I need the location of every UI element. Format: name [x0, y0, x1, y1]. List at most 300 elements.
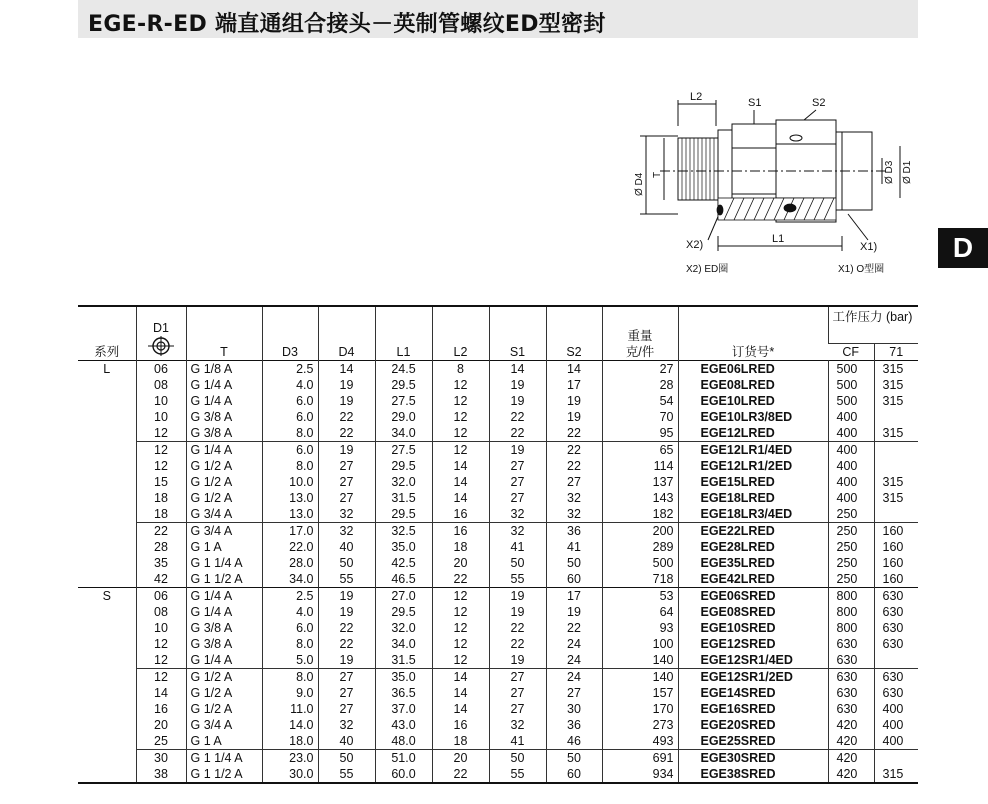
cell-series — [78, 701, 136, 717]
table-cell: 273 — [602, 717, 678, 733]
table-cell: 12 — [432, 604, 489, 620]
table-cell: G 3/8 A — [186, 620, 262, 636]
header-s1: S1 — [489, 306, 546, 361]
table-cell: 14 — [136, 685, 186, 701]
table-cell: G 1 1/4 A — [186, 750, 262, 767]
table-cell: 60 — [546, 571, 602, 588]
table-cell: 06 — [136, 361, 186, 378]
table-cell: 70 — [602, 409, 678, 425]
table-cell: 140 — [602, 652, 678, 669]
table-cell: 160 — [874, 555, 918, 571]
table-cell: 19 — [546, 393, 602, 409]
table-cell: 22 — [489, 425, 546, 442]
label-x2: X2) — [686, 239, 704, 251]
table-cell: 29.0 — [375, 409, 432, 425]
table-cell: 08 — [136, 377, 186, 393]
table-cell: 630 — [828, 685, 874, 701]
table-cell: 15 — [136, 474, 186, 490]
table-cell: 32 — [489, 717, 546, 733]
table-cell: 14 — [432, 458, 489, 474]
table-cell: 630 — [828, 701, 874, 717]
table-cell: 8.0 — [262, 458, 318, 474]
table-cell: 14 — [489, 361, 546, 378]
cell-order-number: EGE18LR3/4ED — [678, 506, 828, 523]
table-cell: 27.5 — [375, 442, 432, 459]
table-cell: 6.0 — [262, 409, 318, 425]
header-cf: CF — [828, 344, 874, 361]
table-cell: 800 — [828, 620, 874, 636]
table-cell: 28 — [602, 377, 678, 393]
table-cell: 22.0 — [262, 539, 318, 555]
table-cell: 32.0 — [375, 474, 432, 490]
table-cell: 95 — [602, 425, 678, 442]
table-cell: 32 — [489, 506, 546, 523]
table-cell: 6.0 — [262, 393, 318, 409]
table-cell: 30.0 — [262, 766, 318, 783]
table-cell: G 3/8 A — [186, 409, 262, 425]
table-cell: 28 — [136, 539, 186, 555]
table-cell: 18 — [136, 490, 186, 506]
table-cell: 30 — [136, 750, 186, 767]
table-cell: 22 — [546, 620, 602, 636]
table-row — [78, 588, 918, 605]
table-cell: 36 — [546, 717, 602, 733]
header-pressure: 工作压力 (bar) — [828, 306, 918, 344]
table-cell: G 1/2 A — [186, 701, 262, 717]
table-cell: 41 — [546, 539, 602, 555]
label-d4: Ø D4 — [634, 172, 645, 196]
table-cell: 41 — [489, 733, 546, 750]
header-series: 系列 — [94, 345, 120, 359]
cell-series — [78, 636, 136, 652]
table-cell: 27 — [489, 669, 546, 686]
table-cell: 400 — [828, 458, 874, 474]
table-cell: 27 — [318, 490, 375, 506]
table-cell: G 3/4 A — [186, 506, 262, 523]
table-cell: 630 — [874, 636, 918, 652]
table-cell: 12 — [136, 636, 186, 652]
table-cell: G 1/2 A — [186, 669, 262, 686]
table-cell: 12 — [432, 442, 489, 459]
table-cell: 14 — [432, 701, 489, 717]
table-cell: 500 — [828, 361, 874, 378]
table-cell: 157 — [602, 685, 678, 701]
table-cell: 250 — [828, 539, 874, 555]
cell-order-number: EGE12SR1/2ED — [678, 669, 828, 686]
cell-order-number: EGE06SRED — [678, 588, 828, 605]
table-cell: 22 — [489, 409, 546, 425]
table-cell: 36 — [546, 523, 602, 540]
table-cell: 27.0 — [375, 588, 432, 605]
table-cell: 19 — [546, 409, 602, 425]
table-cell: 40 — [318, 733, 375, 750]
header-s2: S2 — [546, 306, 602, 361]
table-cell: 55 — [318, 571, 375, 588]
table-cell: 420 — [828, 733, 874, 750]
table-cell: 25 — [136, 733, 186, 750]
table-cell: 30 — [546, 701, 602, 717]
table-cell: 27 — [489, 701, 546, 717]
table-row — [78, 555, 918, 571]
table-cell: 400 — [828, 490, 874, 506]
table-cell: 19 — [318, 604, 375, 620]
cell-series — [78, 652, 136, 669]
table-cell: 46.5 — [375, 571, 432, 588]
cell-series — [78, 409, 136, 425]
header-l2: L2 — [432, 306, 489, 361]
cell-order-number: EGE06LRED — [678, 361, 828, 378]
table-cell: 315 — [874, 377, 918, 393]
table-cell: 27 — [318, 458, 375, 474]
table-cell: 46 — [546, 733, 602, 750]
table-cell: 12 — [432, 393, 489, 409]
table-cell: 06 — [136, 588, 186, 605]
table-cell: G 1/4 A — [186, 442, 262, 459]
table-cell: 22 — [136, 523, 186, 540]
table-cell: 22 — [432, 571, 489, 588]
cell-order-number: EGE28LRED — [678, 539, 828, 555]
table-cell: 400 — [828, 442, 874, 459]
table-cell: 19 — [546, 604, 602, 620]
table-cell: 400 — [874, 717, 918, 733]
table-cell: 10.0 — [262, 474, 318, 490]
table-cell: 6.0 — [262, 442, 318, 459]
cell-series — [78, 571, 136, 588]
table-cell: 9.0 — [262, 685, 318, 701]
table-cell: 27 — [318, 701, 375, 717]
cell-series — [78, 539, 136, 555]
table-cell: G 1/2 A — [186, 458, 262, 474]
table-cell: 37.0 — [375, 701, 432, 717]
table-cell: 4.0 — [262, 377, 318, 393]
table-cell: 34.0 — [262, 571, 318, 588]
table-cell: 2.5 — [262, 588, 318, 605]
table-cell: 13.0 — [262, 506, 318, 523]
table-cell: 8.0 — [262, 636, 318, 652]
note-x1: X1) O型圈 — [838, 264, 885, 275]
table-cell: 32 — [546, 506, 602, 523]
label-x1: X1) — [860, 241, 878, 253]
table-cell: 27 — [602, 361, 678, 378]
table-cell: 10 — [136, 393, 186, 409]
cell-series — [78, 604, 136, 620]
table-row — [78, 717, 918, 733]
label-s1: S1 — [748, 97, 762, 109]
table-cell: 29.5 — [375, 604, 432, 620]
label-t: T — [652, 171, 663, 178]
table-cell: 143 — [602, 490, 678, 506]
table-cell: 19 — [489, 652, 546, 669]
table-cell: 64 — [602, 604, 678, 620]
table-cell: 160 — [874, 571, 918, 588]
cell-series — [78, 685, 136, 701]
table-cell: 29.5 — [375, 458, 432, 474]
table-cell: 12 — [432, 636, 489, 652]
table-cell: 12 — [136, 458, 186, 474]
table-cell — [874, 750, 918, 767]
cell-order-number: EGE25SRED — [678, 733, 828, 750]
table-cell: 27 — [318, 474, 375, 490]
table-cell: 400 — [874, 733, 918, 750]
table-cell: G 1/4 A — [186, 377, 262, 393]
table-cell: 114 — [602, 458, 678, 474]
table-row — [78, 604, 918, 620]
table-cell: 12 — [432, 377, 489, 393]
table-row — [78, 636, 918, 652]
table-cell: 630 — [828, 652, 874, 669]
table-cell: 420 — [828, 766, 874, 783]
table-cell: G 1/4 A — [186, 652, 262, 669]
table-cell: 38 — [136, 766, 186, 783]
table-cell: 22 — [546, 442, 602, 459]
table-cell: 22 — [318, 636, 375, 652]
table-row — [78, 458, 918, 474]
table-cell: 55 — [489, 766, 546, 783]
table-cell: 32 — [489, 523, 546, 540]
table-cell: 93 — [602, 620, 678, 636]
table-cell: 34.0 — [375, 636, 432, 652]
table-row — [78, 409, 918, 425]
table-cell: 50 — [318, 750, 375, 767]
cell-order-number: EGE12SR1/4ED — [678, 652, 828, 669]
table-cell: 19 — [489, 393, 546, 409]
table-row — [78, 669, 918, 686]
table-cell: 19 — [318, 377, 375, 393]
table-cell: 32.0 — [375, 620, 432, 636]
table-cell: 13.0 — [262, 490, 318, 506]
table-cell: 630 — [874, 604, 918, 620]
cell-order-number: EGE12LRED — [678, 425, 828, 442]
table-cell: 12 — [432, 409, 489, 425]
cell-series: L — [103, 362, 111, 376]
table-cell: 22 — [432, 766, 489, 783]
table-row — [78, 361, 918, 378]
label-d3: Ø D3 — [884, 160, 895, 184]
table-cell: 32 — [546, 490, 602, 506]
table-cell: 32.5 — [375, 523, 432, 540]
table-cell: 250 — [828, 523, 874, 540]
table-cell: 10 — [136, 620, 186, 636]
cell-series: S — [78, 588, 136, 605]
table-cell: 14 — [318, 361, 375, 378]
cell-series — [78, 506, 136, 523]
table-cell: 27 — [489, 458, 546, 474]
table-cell: 630 — [874, 620, 918, 636]
table-row — [78, 442, 918, 459]
cell-order-number: EGE12LR1/2ED — [678, 458, 828, 474]
table-cell: 53 — [602, 588, 678, 605]
table-cell: 22 — [318, 409, 375, 425]
table-cell: 315 — [874, 393, 918, 409]
label-l2: L2 — [690, 91, 703, 103]
table-cell: 691 — [602, 750, 678, 767]
table-cell: 12 — [136, 669, 186, 686]
table-cell: 19 — [318, 588, 375, 605]
table-cell: 18 — [136, 506, 186, 523]
table-cell: 50 — [318, 555, 375, 571]
table-cell: 65 — [602, 442, 678, 459]
table-cell: 630 — [874, 588, 918, 605]
table-cell: 50 — [489, 555, 546, 571]
label-d1: Ø D1 — [902, 160, 913, 184]
table-cell: 630 — [874, 669, 918, 686]
table-cell: 24 — [546, 652, 602, 669]
cell-series — [78, 377, 136, 393]
table-row — [78, 620, 918, 636]
table-cell: 315 — [874, 361, 918, 378]
table-cell: 17 — [546, 588, 602, 605]
table-cell: 22 — [546, 425, 602, 442]
table-cell: 250 — [828, 506, 874, 523]
table-cell: 8.0 — [262, 669, 318, 686]
cell-series — [78, 620, 136, 636]
table-cell: 315 — [874, 474, 918, 490]
table-cell: 140 — [602, 669, 678, 686]
table-cell: 100 — [602, 636, 678, 652]
table-cell: G 1/2 A — [186, 490, 262, 506]
fitting-drawing — [620, 86, 920, 281]
table-cell: 27 — [318, 685, 375, 701]
cell-series — [78, 425, 136, 442]
table-cell: G 1 1/2 A — [186, 766, 262, 783]
table-cell: 160 — [874, 539, 918, 555]
cell-order-number: EGE42LRED — [678, 571, 828, 588]
table-cell: 27 — [489, 490, 546, 506]
table-cell: 400 — [828, 474, 874, 490]
header-d1 — [136, 306, 186, 361]
table-cell: 27 — [546, 685, 602, 701]
table-cell: 17.0 — [262, 523, 318, 540]
table-cell: 24.5 — [375, 361, 432, 378]
cell-order-number: EGE20SRED — [678, 717, 828, 733]
table-cell: G 1/4 A — [186, 588, 262, 605]
cell-series — [78, 717, 136, 733]
header-d3: D3 — [262, 306, 318, 361]
table-cell: 14.0 — [262, 717, 318, 733]
table-cell: 32 — [318, 717, 375, 733]
table-cell: 19 — [489, 377, 546, 393]
table-cell: 55 — [489, 571, 546, 588]
table-cell: 630 — [828, 669, 874, 686]
table-cell: 18.0 — [262, 733, 318, 750]
cell-order-number: EGE12LR1/4ED — [678, 442, 828, 459]
table-cell: G 1/2 A — [186, 685, 262, 701]
table-cell: 315 — [874, 490, 918, 506]
header-d4: D4 — [318, 306, 375, 361]
cell-series — [78, 393, 136, 409]
table-cell: 12 — [432, 425, 489, 442]
table-cell: 250 — [828, 555, 874, 571]
cell-order-number: EGE22LRED — [678, 523, 828, 540]
table-cell: 55 — [318, 766, 375, 783]
table-row — [78, 506, 918, 523]
table-cell: 35.0 — [375, 539, 432, 555]
table-cell: 28.0 — [262, 555, 318, 571]
table-cell: 11.0 — [262, 701, 318, 717]
table-cell — [874, 506, 918, 523]
table-cell: 18 — [432, 733, 489, 750]
cell-order-number: EGE10LRED — [678, 393, 828, 409]
table-row — [78, 766, 918, 783]
table-row — [78, 652, 918, 669]
table-cell: 12 — [136, 652, 186, 669]
table-cell: 27 — [318, 669, 375, 686]
table-cell: 420 — [828, 717, 874, 733]
table-row — [78, 425, 918, 442]
table-cell: 400 — [874, 701, 918, 717]
table-cell — [874, 409, 918, 425]
table-cell: 8 — [432, 361, 489, 378]
table-row — [78, 571, 918, 588]
cell-series — [78, 555, 136, 571]
table-cell: 500 — [828, 393, 874, 409]
table-cell: 22 — [318, 620, 375, 636]
header-weight: 重量 克/件 — [602, 306, 678, 361]
table-cell: G 1/8 A — [186, 361, 262, 378]
table-cell: 27 — [546, 474, 602, 490]
table-row — [78, 539, 918, 555]
table-cell: 14 — [432, 669, 489, 686]
table-cell: 800 — [828, 588, 874, 605]
table-cell: 19 — [318, 393, 375, 409]
table-cell: 29.5 — [375, 506, 432, 523]
table-cell: 14 — [546, 361, 602, 378]
table-cell: 493 — [602, 733, 678, 750]
label-s2: S2 — [812, 97, 826, 109]
table-cell: 19 — [489, 588, 546, 605]
table-cell: 50 — [546, 750, 602, 767]
cell-order-number: EGE35LRED — [678, 555, 828, 571]
table-row — [78, 685, 918, 701]
table-cell: 8.0 — [262, 425, 318, 442]
table-cell: 200 — [602, 523, 678, 540]
table-cell: 10 — [136, 409, 186, 425]
table-cell: 17 — [546, 377, 602, 393]
table-cell: 35 — [136, 555, 186, 571]
table-cell: 800 — [828, 604, 874, 620]
table-row — [78, 701, 918, 717]
table-cell: 50 — [489, 750, 546, 767]
table-cell: 718 — [602, 571, 678, 588]
section-tab[interactable]: D — [938, 228, 988, 268]
table-cell: 20 — [432, 555, 489, 571]
cell-series — [78, 733, 136, 750]
cell-order-number: EGE16SRED — [678, 701, 828, 717]
table-cell: 16 — [432, 523, 489, 540]
cell-series — [78, 750, 136, 767]
table-cell: 160 — [874, 523, 918, 540]
table-cell: G 1/4 A — [186, 393, 262, 409]
table-cell: 24 — [546, 669, 602, 686]
table-cell: 12 — [136, 425, 186, 442]
table-cell: 08 — [136, 604, 186, 620]
table-row — [78, 474, 918, 490]
table-cell: 12 — [432, 588, 489, 605]
cell-series — [78, 766, 136, 783]
table-cell: 24 — [546, 636, 602, 652]
table-cell: 48.0 — [375, 733, 432, 750]
cell-order-number: EGE08SRED — [678, 604, 828, 620]
table-cell: 289 — [602, 539, 678, 555]
table-cell: 40 — [318, 539, 375, 555]
table-cell: 12 — [432, 652, 489, 669]
label-l1: L1 — [772, 233, 785, 245]
table-cell: 137 — [602, 474, 678, 490]
table-cell: 31.5 — [375, 490, 432, 506]
table-cell: G 3/4 A — [186, 523, 262, 540]
table-cell: 500 — [602, 555, 678, 571]
cell-order-number: EGE18LRED — [678, 490, 828, 506]
